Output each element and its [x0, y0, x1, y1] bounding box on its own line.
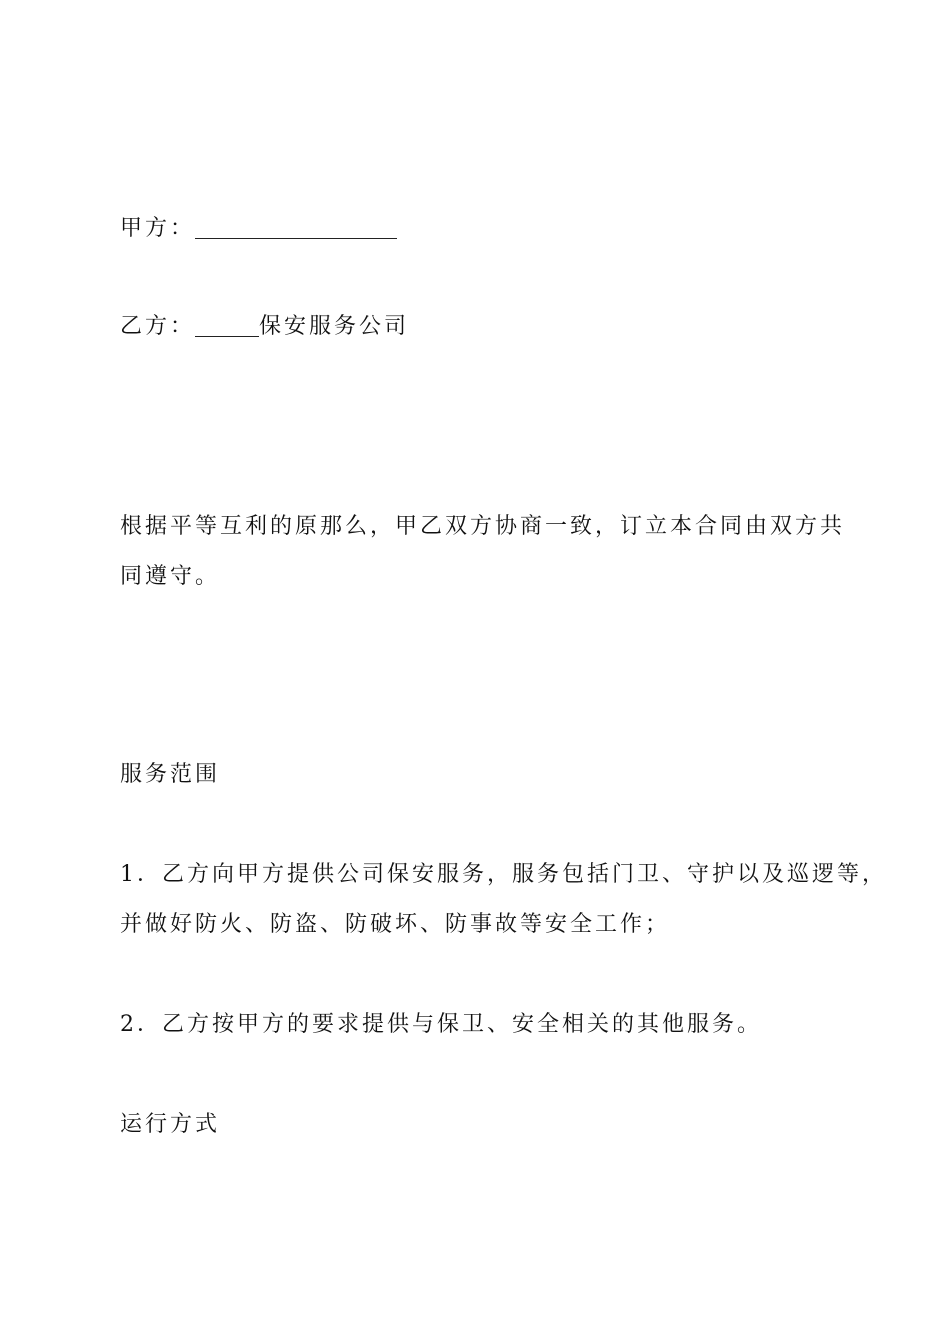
operation-heading: 运行方式 — [120, 1112, 221, 1137]
party-b-blank — [195, 314, 259, 337]
party-b-company-suffix: 保安服务公司 — [259, 314, 410, 339]
intro-line-2: 同遵守。 — [120, 564, 221, 589]
party-a-blank — [195, 216, 397, 239]
service-item-2: 2．乙方按甲方的要求提供与保卫、安全相关的其他服务。 — [120, 1012, 762, 1037]
service-scope-heading: 服务范围 — [120, 762, 221, 787]
intro-line-1: 根据平等互利的原那么，甲乙双方协商一致，订立本合同由双方共 — [120, 514, 846, 539]
party-a-label: 甲方： — [120, 216, 196, 241]
service-item-1-line-1: 1．乙方向甲方提供公司保安服务，服务包括门卫、守护以及巡逻等， — [120, 862, 887, 887]
party-b-label: 乙方： — [120, 314, 196, 339]
service-item-1-line-2: 并做好防火、防盗、防破坏、防事故等安全工作； — [120, 912, 671, 937]
party-b-line — [120, 312, 409, 342]
party-a-line — [120, 214, 397, 244]
